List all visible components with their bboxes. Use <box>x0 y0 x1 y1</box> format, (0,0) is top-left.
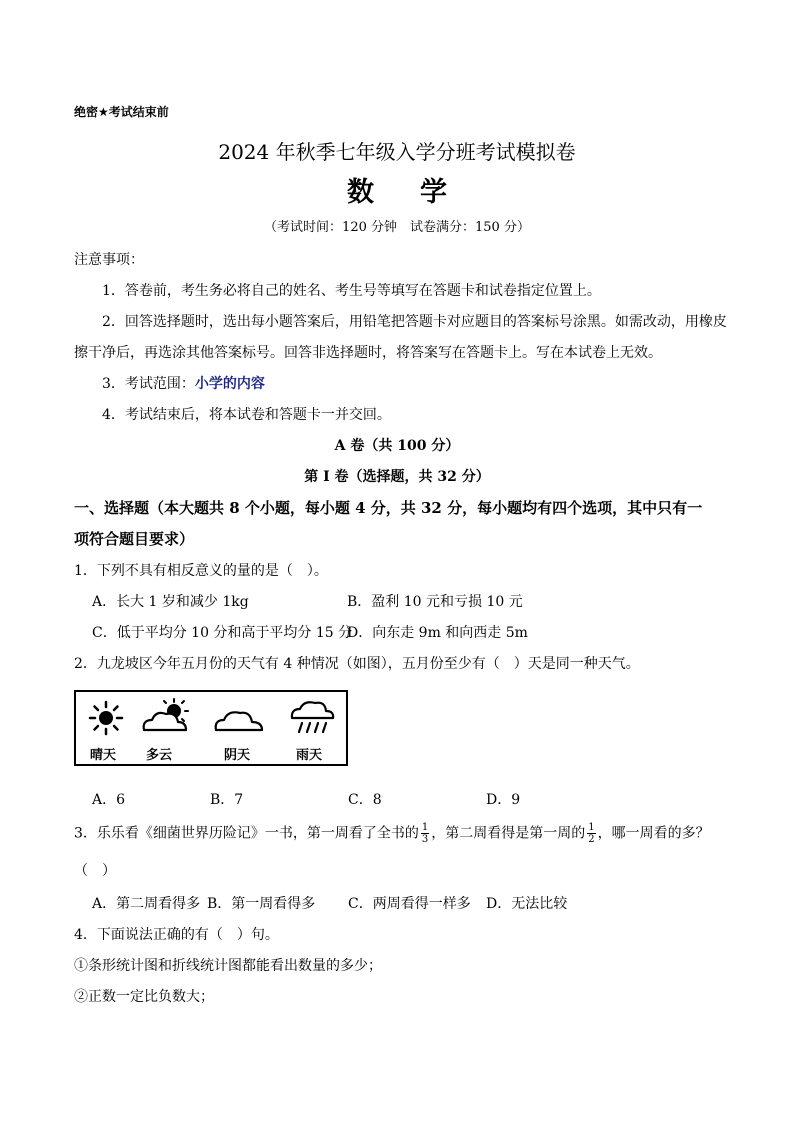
weather-label-rainy: 雨天 <box>296 748 323 763</box>
exam-title: 2024 年秋季七年级入学分班考试模拟卷 <box>218 140 576 164</box>
part-one-heading: 第 I 卷（选择题，共 32 分） <box>304 469 490 485</box>
q2-option-a: A．6 <box>92 792 126 808</box>
q3-option-b: B．第一周看得多 <box>207 896 316 912</box>
note-item-3 <box>102 373 265 393</box>
q3-option-a: A．第二周看得多 <box>92 896 201 912</box>
weather-label-sunny: 晴天 <box>90 748 117 763</box>
rainy-icon <box>288 698 336 740</box>
weather-label-overcast: 阴天 <box>224 748 251 763</box>
note-item-2-cont: 擦干净后，再选涂其他答案标号。回答非选择题时，将答案写在答题卡上。写在本试卷上无效。 <box>74 345 662 361</box>
q3-paren: （ ） <box>74 863 116 879</box>
q2-option-d: D．9 <box>486 792 521 808</box>
q4-stem: 4．下面说法正确的有（ ）句。 <box>74 927 279 943</box>
q3-stem <box>74 822 710 845</box>
cloudy-icon <box>138 698 192 736</box>
q1-option-a: A．长大 1 岁和减少 1kg <box>92 594 249 610</box>
q2-stem: 2．九龙坡区今年五月份的天气有 4 种情况（如图），五月份至少有（ ）天是同一种天气。 <box>74 656 640 672</box>
volume-a-heading: A 卷（共 100 分） <box>334 438 460 454</box>
weather-label-cloudy: 多云 <box>146 748 173 763</box>
q3-fraction-2: $\frac{1}{2}$ <box>588 822 595 845</box>
scope-label: 3．考试范围： <box>102 376 195 392</box>
q2-option-b: B．7 <box>210 792 244 808</box>
q4-statement-2: ②正数一定比负数大； <box>74 989 214 1005</box>
q1-option-d: D．向东走 9m 和向西走 5m <box>347 625 528 641</box>
q3-stem-part2: ，第二周看得是第一周的 <box>431 825 586 842</box>
overcast-icon <box>212 704 266 736</box>
note-item-1: 1．答卷前，考生务必将自己的姓名、考生号等填写在答题卡和试卷指定位置上。 <box>102 283 601 299</box>
q1-option-b: B．盈利 10 元和亏损 10 元 <box>347 594 523 610</box>
choice-heading-line2: 项符合题目要求） <box>74 530 195 548</box>
choice-heading-line1: 一、选择题（本大题共 8 个小题，每小题 4 分，共 32 分，每小题均有四个选项，其中只有一 <box>74 499 703 517</box>
q2-option-c: C．8 <box>348 792 382 808</box>
q1-option-c: C．低于平均分 10 分和高于平均分 15 分 <box>92 625 353 641</box>
notes-heading: 注意事项： <box>74 252 144 268</box>
note-item-4: 4．考试结束后，将本试卷和答题卡一并交回。 <box>102 407 391 423</box>
q3-stem-part3: ，哪一周看的多？ <box>597 825 710 842</box>
secret-label: 绝密★考试结束前 <box>74 105 169 119</box>
q1-stem: 1．下列不具有相反意义的量的是（ ）。 <box>74 563 328 579</box>
q3-fraction-1: $\frac{1}{3}$ <box>421 822 429 845</box>
note-item-2: 2．回答选择题时，选出每小题答案后，用铅笔把答题卡对应题目的答案标号涂黑。如需改动，用橡皮 <box>102 314 727 330</box>
scope-value: 小学的内容 <box>194 376 265 392</box>
sunny-icon <box>88 700 124 736</box>
q3-stem-part1: 3．乐乐看《细菌世界历险记》一书，第一周看了全书的 <box>74 825 419 842</box>
q3-option-c: C．两周看得一样多 <box>348 896 471 912</box>
q4-statement-1: ①条形统计图和折线统计图都能看出数量的多少； <box>74 958 382 974</box>
q3-option-d: D．无法比较 <box>486 896 568 912</box>
weather-figure <box>74 690 348 766</box>
exam-info: （考试时间：120 分钟 试卷满分：150 分） <box>264 220 530 235</box>
subject-title: 数学 <box>347 177 493 208</box>
